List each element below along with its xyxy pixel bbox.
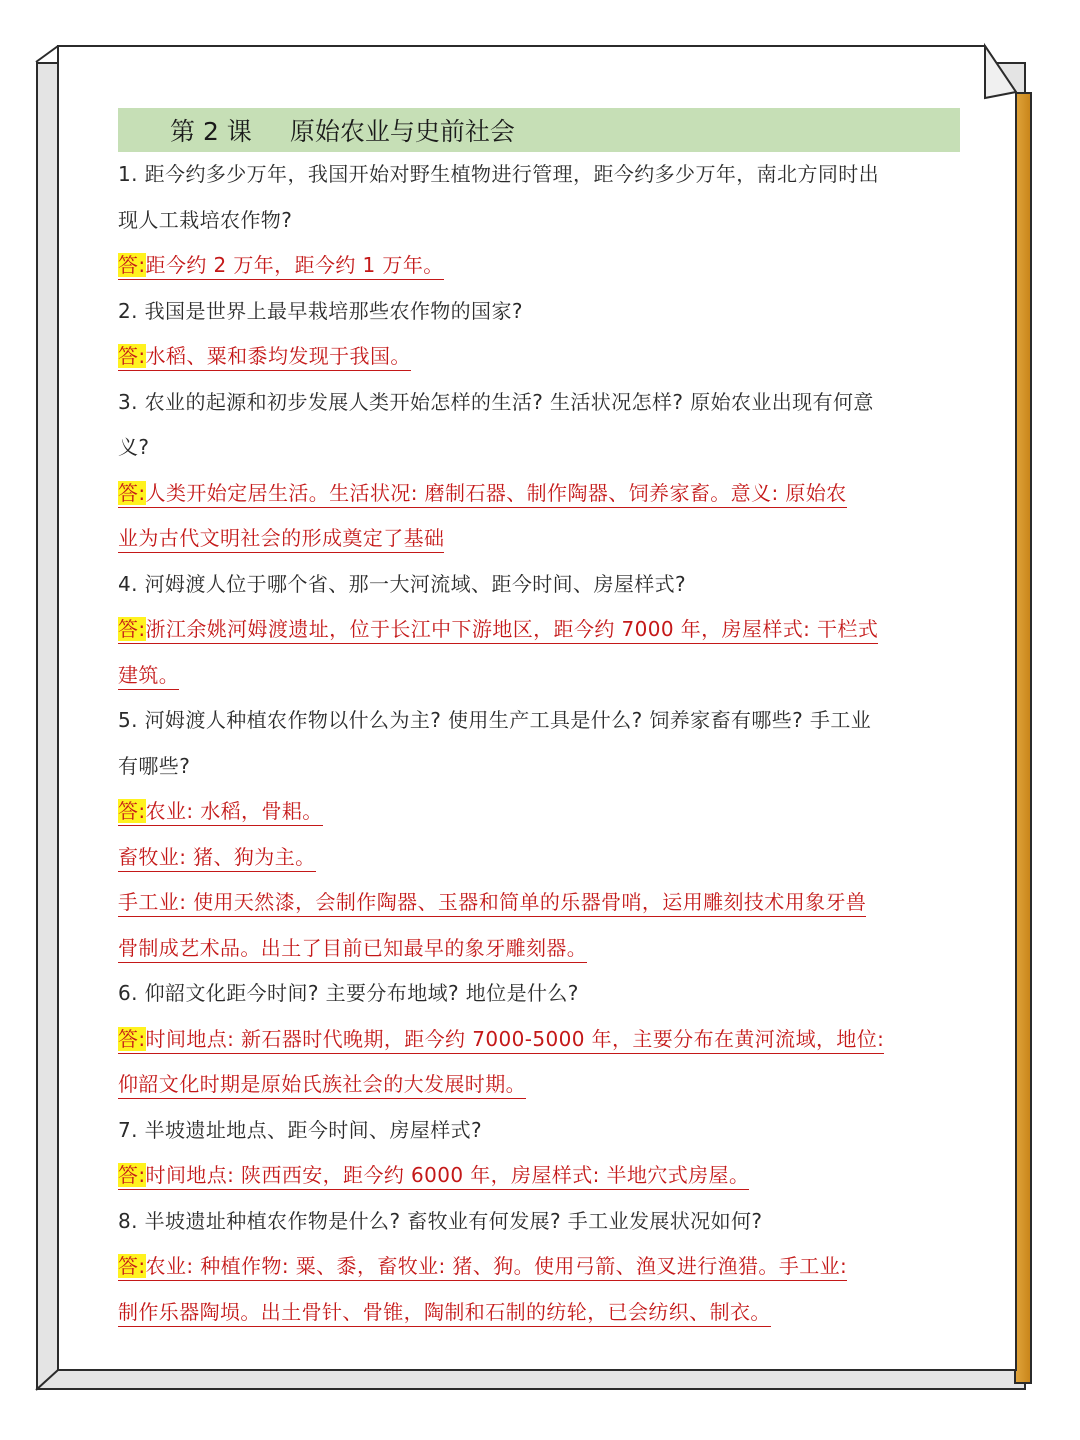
question-line: 1. 距今约多少万年，我国开始对野生植物进行管理，距今约多少万年，南北方同时出: [118, 162, 880, 186]
answer-label-highlight: 答:: [118, 344, 146, 368]
answer-line: [118, 880, 960, 926]
question-line: 2. 我国是世界上最早栽培那些农作物的国家?: [118, 298, 523, 323]
question-line: 6. 仰韶文化距今时间? 主要分布地域? 地位是什么?: [118, 981, 579, 1005]
answer-line: [118, 471, 960, 517]
answer-underline: [118, 481, 847, 508]
answer-line: [118, 653, 960, 699]
answer-text: 农业: 水稻，骨耜。: [145, 799, 323, 823]
answer-text: 距今约 2 万年，距今约 1 万年。: [145, 253, 444, 277]
answer-line: [118, 1290, 960, 1336]
answer-line: [118, 243, 960, 289]
answer-line: [118, 926, 960, 972]
qa-item: [118, 562, 960, 699]
lesson-header: [118, 108, 960, 152]
question-line: 3. 农业的起源和初步发展人类开始怎样的生活? 生活状况怎样? 原始农业出现有何意: [118, 389, 874, 414]
answer-text: 畜牧业: 猪、狗为主。: [118, 844, 316, 869]
question-line: 7. 半坡遗址地点、距今时间、房屋样式?: [118, 1117, 483, 1142]
answer-underline: [118, 617, 878, 644]
answer-line: [118, 789, 960, 835]
answer-underline: [118, 1300, 771, 1327]
question-line: 4. 河姆渡人位于哪个省、那一大河流域、距今时间、房屋样式?: [118, 571, 687, 596]
answer-line: [118, 334, 960, 380]
notes-content: [118, 108, 960, 1335]
answer-underline: [118, 1072, 526, 1099]
answer-text: 骨制成艺术品。出土了目前已知最早的象牙雕刻器。: [118, 935, 588, 960]
answer-underline: [118, 936, 587, 963]
qa-item: [118, 1108, 960, 1199]
qa-item: [118, 971, 960, 1108]
answer-label-highlight: 答:: [118, 1026, 146, 1051]
answer-text: 农业: 种植作物: 粟、黍，畜牧业: 猪、狗。使用弓箭、渔叉进行渔猎。手工业:: [145, 1254, 848, 1278]
answer-line: [118, 835, 960, 881]
qa-list: [118, 152, 960, 1335]
answer-underline: [118, 1254, 847, 1281]
answer-text: 浙江余姚河姆渡遗址，位于长江中下游地区，距今约 7000 年，房屋样式: 干栏式: [145, 617, 879, 641]
answer-line: [118, 1062, 960, 1108]
question-line: 5. 河姆渡人种植农作物以什么为主? 使用生产工具是什么? 饲养家畜有哪些? 手工业: [118, 708, 872, 732]
question-line: 义?: [118, 435, 150, 459]
answer-underline: [118, 845, 316, 872]
answer-underline: [118, 1163, 749, 1190]
answer-underline: [118, 663, 179, 690]
lesson-title: 原始农业与史前社会: [289, 117, 515, 146]
answer-text: 人类开始定居生活。生活状况: 磨制石器、制作陶器、饲养家畜。意义: 原始农: [145, 480, 847, 505]
answer-text: 仰韶文化时期是原始氏族社会的大发展时期。: [118, 1072, 526, 1096]
question-line: 现人工栽培农作物?: [118, 207, 293, 232]
qa-item: [118, 698, 960, 971]
question-line: 有哪些?: [118, 753, 191, 778]
answer-line: [118, 1153, 960, 1199]
lesson-number: 第 2 课: [170, 117, 252, 146]
answer-label-highlight: 答:: [118, 617, 146, 641]
answer-underline: [118, 526, 444, 553]
answer-line: [118, 1244, 960, 1290]
answer-underline: [118, 253, 444, 280]
answer-text: 水稻、粟和黍均发现于我国。: [145, 344, 411, 368]
answer-text: 手工业: 使用天然漆，会制作陶器、玉器和简单的乐器骨哨，运用雕刻技术用象牙兽: [118, 890, 867, 914]
answer-label-highlight: 答:: [118, 799, 146, 823]
answer-label-highlight: 答:: [118, 253, 146, 277]
answer-label-highlight: 答:: [118, 1254, 146, 1278]
answer-label-highlight: 答:: [118, 1163, 146, 1187]
qa-item: [118, 380, 960, 562]
answer-underline: [118, 1027, 884, 1054]
answer-text: 建筑。: [118, 662, 180, 687]
qa-item: [118, 1199, 960, 1336]
answer-underline: [118, 890, 866, 917]
answer-text: 业为古代文明社会的形成奠定了基础: [118, 526, 445, 550]
answer-text: 时间地点: 陕西西安，距今约 6000 年，房屋样式: 半地穴式房屋。: [145, 1163, 750, 1187]
answer-underline: [118, 344, 411, 371]
answer-line: [118, 1017, 960, 1063]
qa-item: [118, 152, 960, 289]
answer-text: 制作乐器陶埙。出土骨针、骨锥，陶制和石制的纺轮，已会纺织、制衣。: [118, 1299, 771, 1324]
page-fold-corner: [985, 46, 1016, 98]
answer-line: [118, 607, 960, 653]
answer-underline: [118, 799, 323, 826]
answer-text: 时间地点: 新石器时代晚期，距今约 7000-5000 年，主要分布在黄河流域，地位:: [145, 1026, 885, 1051]
answer-label-highlight: 答:: [118, 480, 146, 505]
answer-line: [118, 516, 960, 562]
question-line: 8. 半坡遗址种植农作物是什么? 畜牧业有何发展? 手工业发展状况如何?: [118, 1208, 763, 1233]
qa-item: [118, 289, 960, 380]
